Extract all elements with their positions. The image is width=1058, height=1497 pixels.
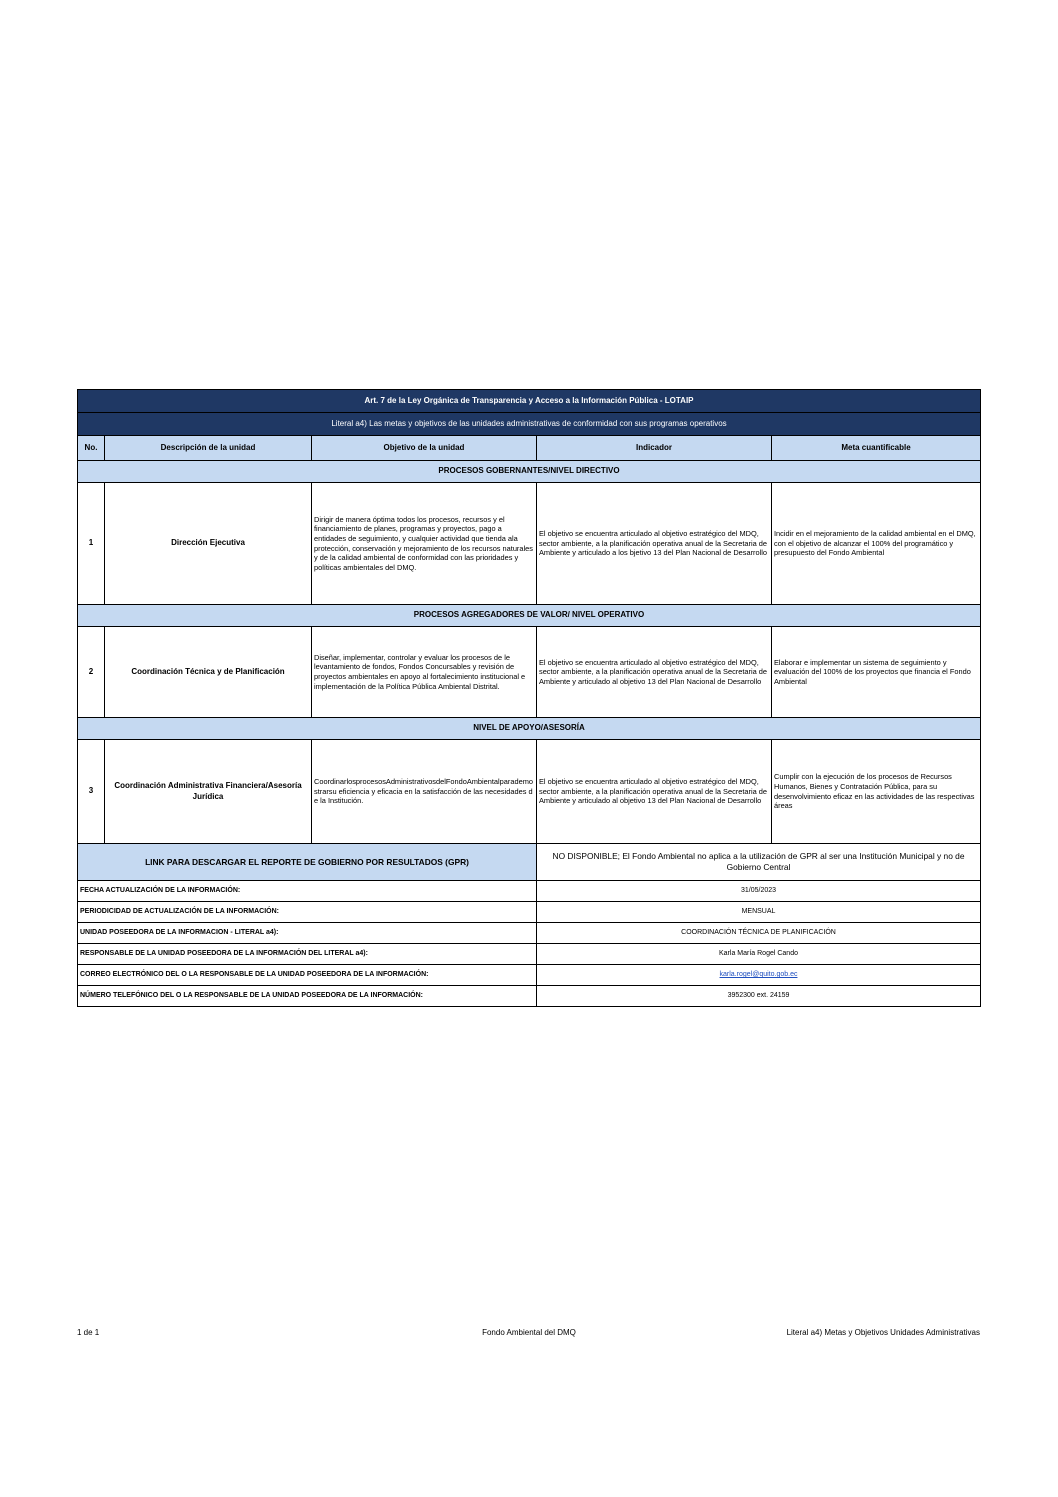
email-cell <box>537 965 981 986</box>
table-row <box>78 483 981 605</box>
footer-page-number: 1 de 1 <box>77 1328 100 1337</box>
header-ind: Indicador <box>537 436 772 461</box>
transparency-table-sheet <box>77 389 980 1007</box>
periodicity-value: MENSUAL <box>537 902 981 923</box>
gpr-label: LINK PARA DESCARGAR EL REPORTE DE GOBIERNO POR RESULTADOS (GPR) <box>78 844 537 881</box>
header-obj: Objetivo de la unidad <box>312 436 537 461</box>
update-date-label: FECHA ACTUALIZACIÓN DE LA INFORMACIÓN: <box>78 881 537 902</box>
periodicity-label: PERIODICIDAD DE ACTUALIZACIÓN DE LA INFORMACIÓN: <box>78 902 537 923</box>
footer-center-text: Fondo Ambiental del DMQ <box>482 1328 576 1337</box>
row-number: 1 <box>78 483 105 605</box>
unit-goal: Incidir en el mejoramiento de la calidad ambiental en el DMQ, con el objetivo de alcanzar el 100% del programático y presupuesto del Fondo Ambiental <box>772 483 981 605</box>
section-title-apoyo: NIVEL DE APOYO/ASESORÍA <box>78 718 981 740</box>
unit-owner-label: UNIDAD POSEEDORA DE LA INFORMACION - LITERAL a4): <box>78 923 537 944</box>
unit-objective: Diseñar, implementar, controlar y evaluar los procesos de le levantamiento de fondos, Fondos Concursables y revisión de proyectos ambientales en apoyo al fortalecimiento institucional e implementación de la Política Pública Ambiental Distrital. <box>312 627 537 718</box>
unit-indicator: El objetivo se encuentra articulado al objetivo estratégico del MDQ, sector ambiente, a la planificación operativa anual de la Secretaria de Ambiente y articulado al objetivo 13 del Plan Nacional de Desarrollo <box>537 627 772 718</box>
table-title: Art. 7 de la Ley Orgánica de Transparencia y Acceso a la Información Pública - LOTAIP <box>78 390 981 413</box>
gpr-value: NO DISPONIBLE; El Fondo Ambiental no aplica a la utilización de GPR al ser una Institución Municipal y no de Gobierno Central <box>537 844 981 881</box>
unit-goal: Elaborar e implementar un sistema de seguimiento y evaluación del 100% de los proyectos que financia el Fondo Ambiental <box>772 627 981 718</box>
unit-indicator: El objetivo se encuentra articulado al objetivo estratégico del MDQ, sector ambiente, a la planificación operativa anual de la Secretaria de Ambiente y articulado a los bjetivo 13 del Plan Nacional de Desarrollo <box>537 483 772 605</box>
email-label: CORREO ELECTRÓNICO DEL O LA RESPONSABLE DE LA UNIDAD POSEEDORA DE LA INFORMACIÓN: <box>78 965 537 986</box>
unit-objective: Dirigir de manera óptima todos los procesos, recursos y el financiamiento de planes, programas y proyectos, pago a entidades de seguimiento, y cualquier actividad que tienda ala protección, conservación y mejoramiento de los recursos naturales y de la calidad ambiental de conformidad con las prioridades y políticas ambientales del DMQ. <box>312 483 537 605</box>
email-link[interactable]: karla.rogel@quito.gob.ec <box>719 971 798 979</box>
section-title-directivo: PROCESOS GOBERNANTES/NIVEL DIRECTIVO <box>78 461 981 483</box>
unit-description: Coordinación Técnica y de Planificación <box>105 627 312 718</box>
responsible-value: Karla María Rogel Cando <box>537 944 981 965</box>
unit-description: Coordinación Administrativa Financiera/Asesoría Jurídica <box>105 740 312 844</box>
table-row <box>78 627 981 718</box>
unit-owner-value: COORDINACIÓN TÉCNICA DE PLANIFICACIÓN <box>537 923 981 944</box>
row-number: 2 <box>78 627 105 718</box>
phone-value: 3952300 ext. 24159 <box>537 986 981 1007</box>
header-meta: Meta cuantificable <box>772 436 981 461</box>
header-no: No. <box>78 436 105 461</box>
header-desc: Descripción de la unidad <box>105 436 312 461</box>
table-subtitle: Literal a4) Las metas y objetivos de las unidades administrativas de conformidad con sus programas operativos <box>78 413 981 436</box>
footer-right-text: Literal a4) Metas y Objetivos Unidades Administrativas <box>786 1328 980 1337</box>
unit-objective: CoordinarlosprocesosAdministrativosdelFondoAmbientalparademostrarsu eficiencia y eficacia en la satisfacción de las necesidades de la Institución. <box>312 740 537 844</box>
responsible-label: RESPONSABLE DE LA UNIDAD POSEEDORA DE LA INFORMACIÓN DEL LITERAL a4): <box>78 944 537 965</box>
metas-objetivos-table <box>77 389 981 1007</box>
table-row <box>78 740 981 844</box>
update-date-value: 31/05/2023 <box>537 881 981 902</box>
row-number: 3 <box>78 740 105 844</box>
section-title-operativo: PROCESOS AGREGADORES DE VALOR/ NIVEL OPERATIVO <box>78 605 981 627</box>
unit-description: Dirección Ejecutiva <box>105 483 312 605</box>
unit-goal: Cumplir con la ejecución de los procesos de Recursos Humanos, Bienes y Contratación Pública, para su desenvolvimiento eficaz en las actividades de las respectivas áreas <box>772 740 981 844</box>
phone-label: NÚMERO TELEFÓNICO DEL O LA RESPONSABLE DE LA UNIDAD POSEEDORA DE LA INFORMACIÓN: <box>78 986 537 1007</box>
unit-indicator: El objetivo se encuentra articulado al objetivo estratégico del MDQ, sector ambiente, a la planificación operativa anual de la Secretaria de Ambiente y articulado al objetivo 13 del Plan Nacional de Desarrollo <box>537 740 772 844</box>
